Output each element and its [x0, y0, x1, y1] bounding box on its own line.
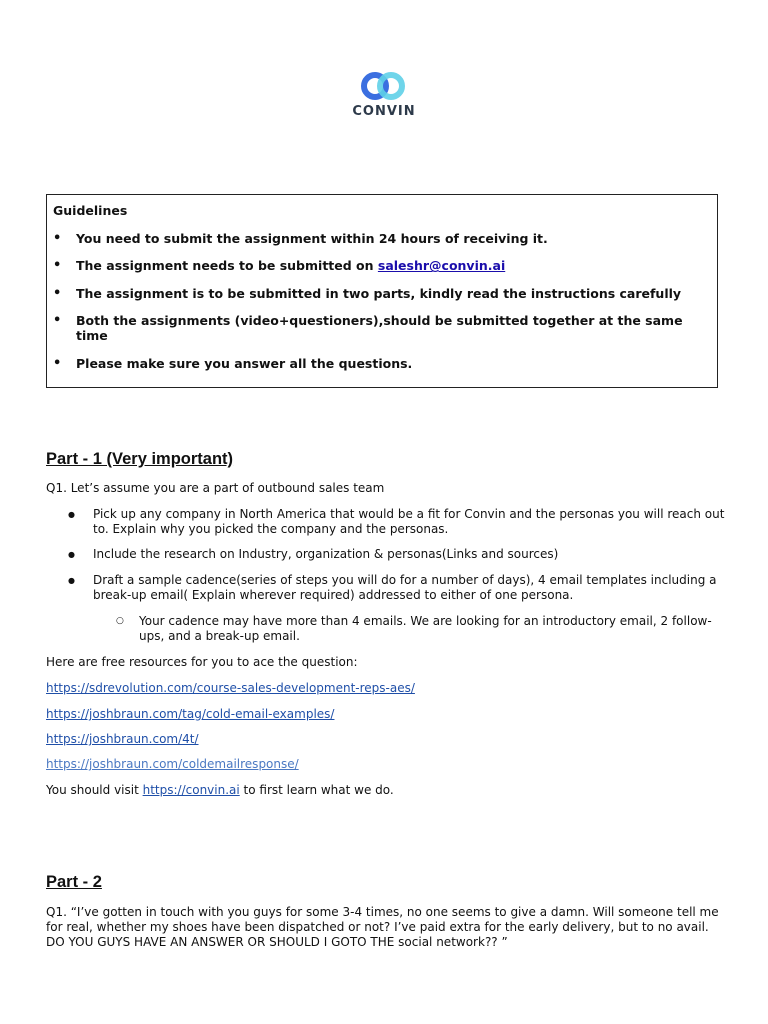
convin-site-link[interactable]: https://convin.ai — [142, 783, 240, 797]
guidelines-title: Guidelines — [53, 203, 128, 218]
visit-line — [46, 783, 394, 797]
part1-bullet: ● Draft a sample cadence(series of steps you will do for a number of days), 4 email templates including a break-up email( Explain wherever required) addressed to either of one persona. — [46, 573, 726, 603]
visit-text-before: You should visit — [46, 783, 143, 797]
visit-text-after: to first learn what we do. — [239, 783, 394, 797]
logo-text: CONVIN — [352, 104, 416, 119]
convin-logo — [0, 70, 768, 119]
resource-link[interactable]: https://joshbraun.com/4t/ — [46, 732, 199, 746]
resource-link[interactable]: https://joshbraun.com/coldemailresponse/ — [46, 757, 299, 771]
resource-link[interactable]: https://sdrevolution.com/course-sales-development-reps-aes/ — [46, 681, 415, 695]
part1-sub-bullets — [46, 614, 726, 644]
part1-question: Q1. Let’s assume you are a part of outbound sales team — [46, 481, 385, 495]
guidelines-box — [46, 194, 718, 388]
guideline-item: • The assignment is to be submitted in two parts, kindly read the instructions carefully — [53, 286, 713, 301]
part1-bullet: ● Include the research on Industry, organization & personas(Links and sources) — [46, 547, 726, 562]
guideline-item: • You need to submit the assignment within 24 hours of receiving it. — [53, 231, 713, 246]
resources-intro: Here are free resources for you to ace the question: — [46, 655, 358, 669]
part2-question: Q1. “I’ve gotten in touch with you guys for some 3-4 times, no one seems to give a damn. Will someone tell me for real, whether my shoes have been dispatched or not? I’ve paid extra for the early delivery, but to no avail. DO YOU GUYS HAVE AN ANSWER OR SHOULD I GOTO THE social network?? ” — [46, 905, 719, 949]
part1-heading: Part - 1 (Very important) — [46, 450, 234, 468]
part2-heading: Part - 2 — [46, 873, 102, 891]
guideline-item: • Both the assignments (video+questioners),should be submitted together at the same time — [53, 313, 713, 343]
part1-bullets — [46, 507, 726, 603]
guideline-item — [53, 258, 713, 273]
part1-sub-bullet: ○ Your cadence may have more than 4 emails. We are looking for an introductory email, 2 follow-ups, and a break-up email. — [46, 614, 726, 644]
resource-link[interactable]: https://joshbraun.com/tag/cold-email-examples/ — [46, 707, 335, 721]
convin-logo-icon — [359, 70, 409, 102]
email-link[interactable]: saleshr@convin.ai — [377, 258, 506, 274]
part1-bullet: ● Pick up any company in North America that would be a fit for Convin and the personas you will reach out to. Explain why you picked the company and the personas. — [46, 507, 726, 537]
guideline-item: • Please make sure you answer all the questions. — [53, 356, 713, 371]
guidelines-list — [53, 231, 713, 383]
guideline-item-text: The assignment needs to be submitted on — [76, 258, 378, 274]
